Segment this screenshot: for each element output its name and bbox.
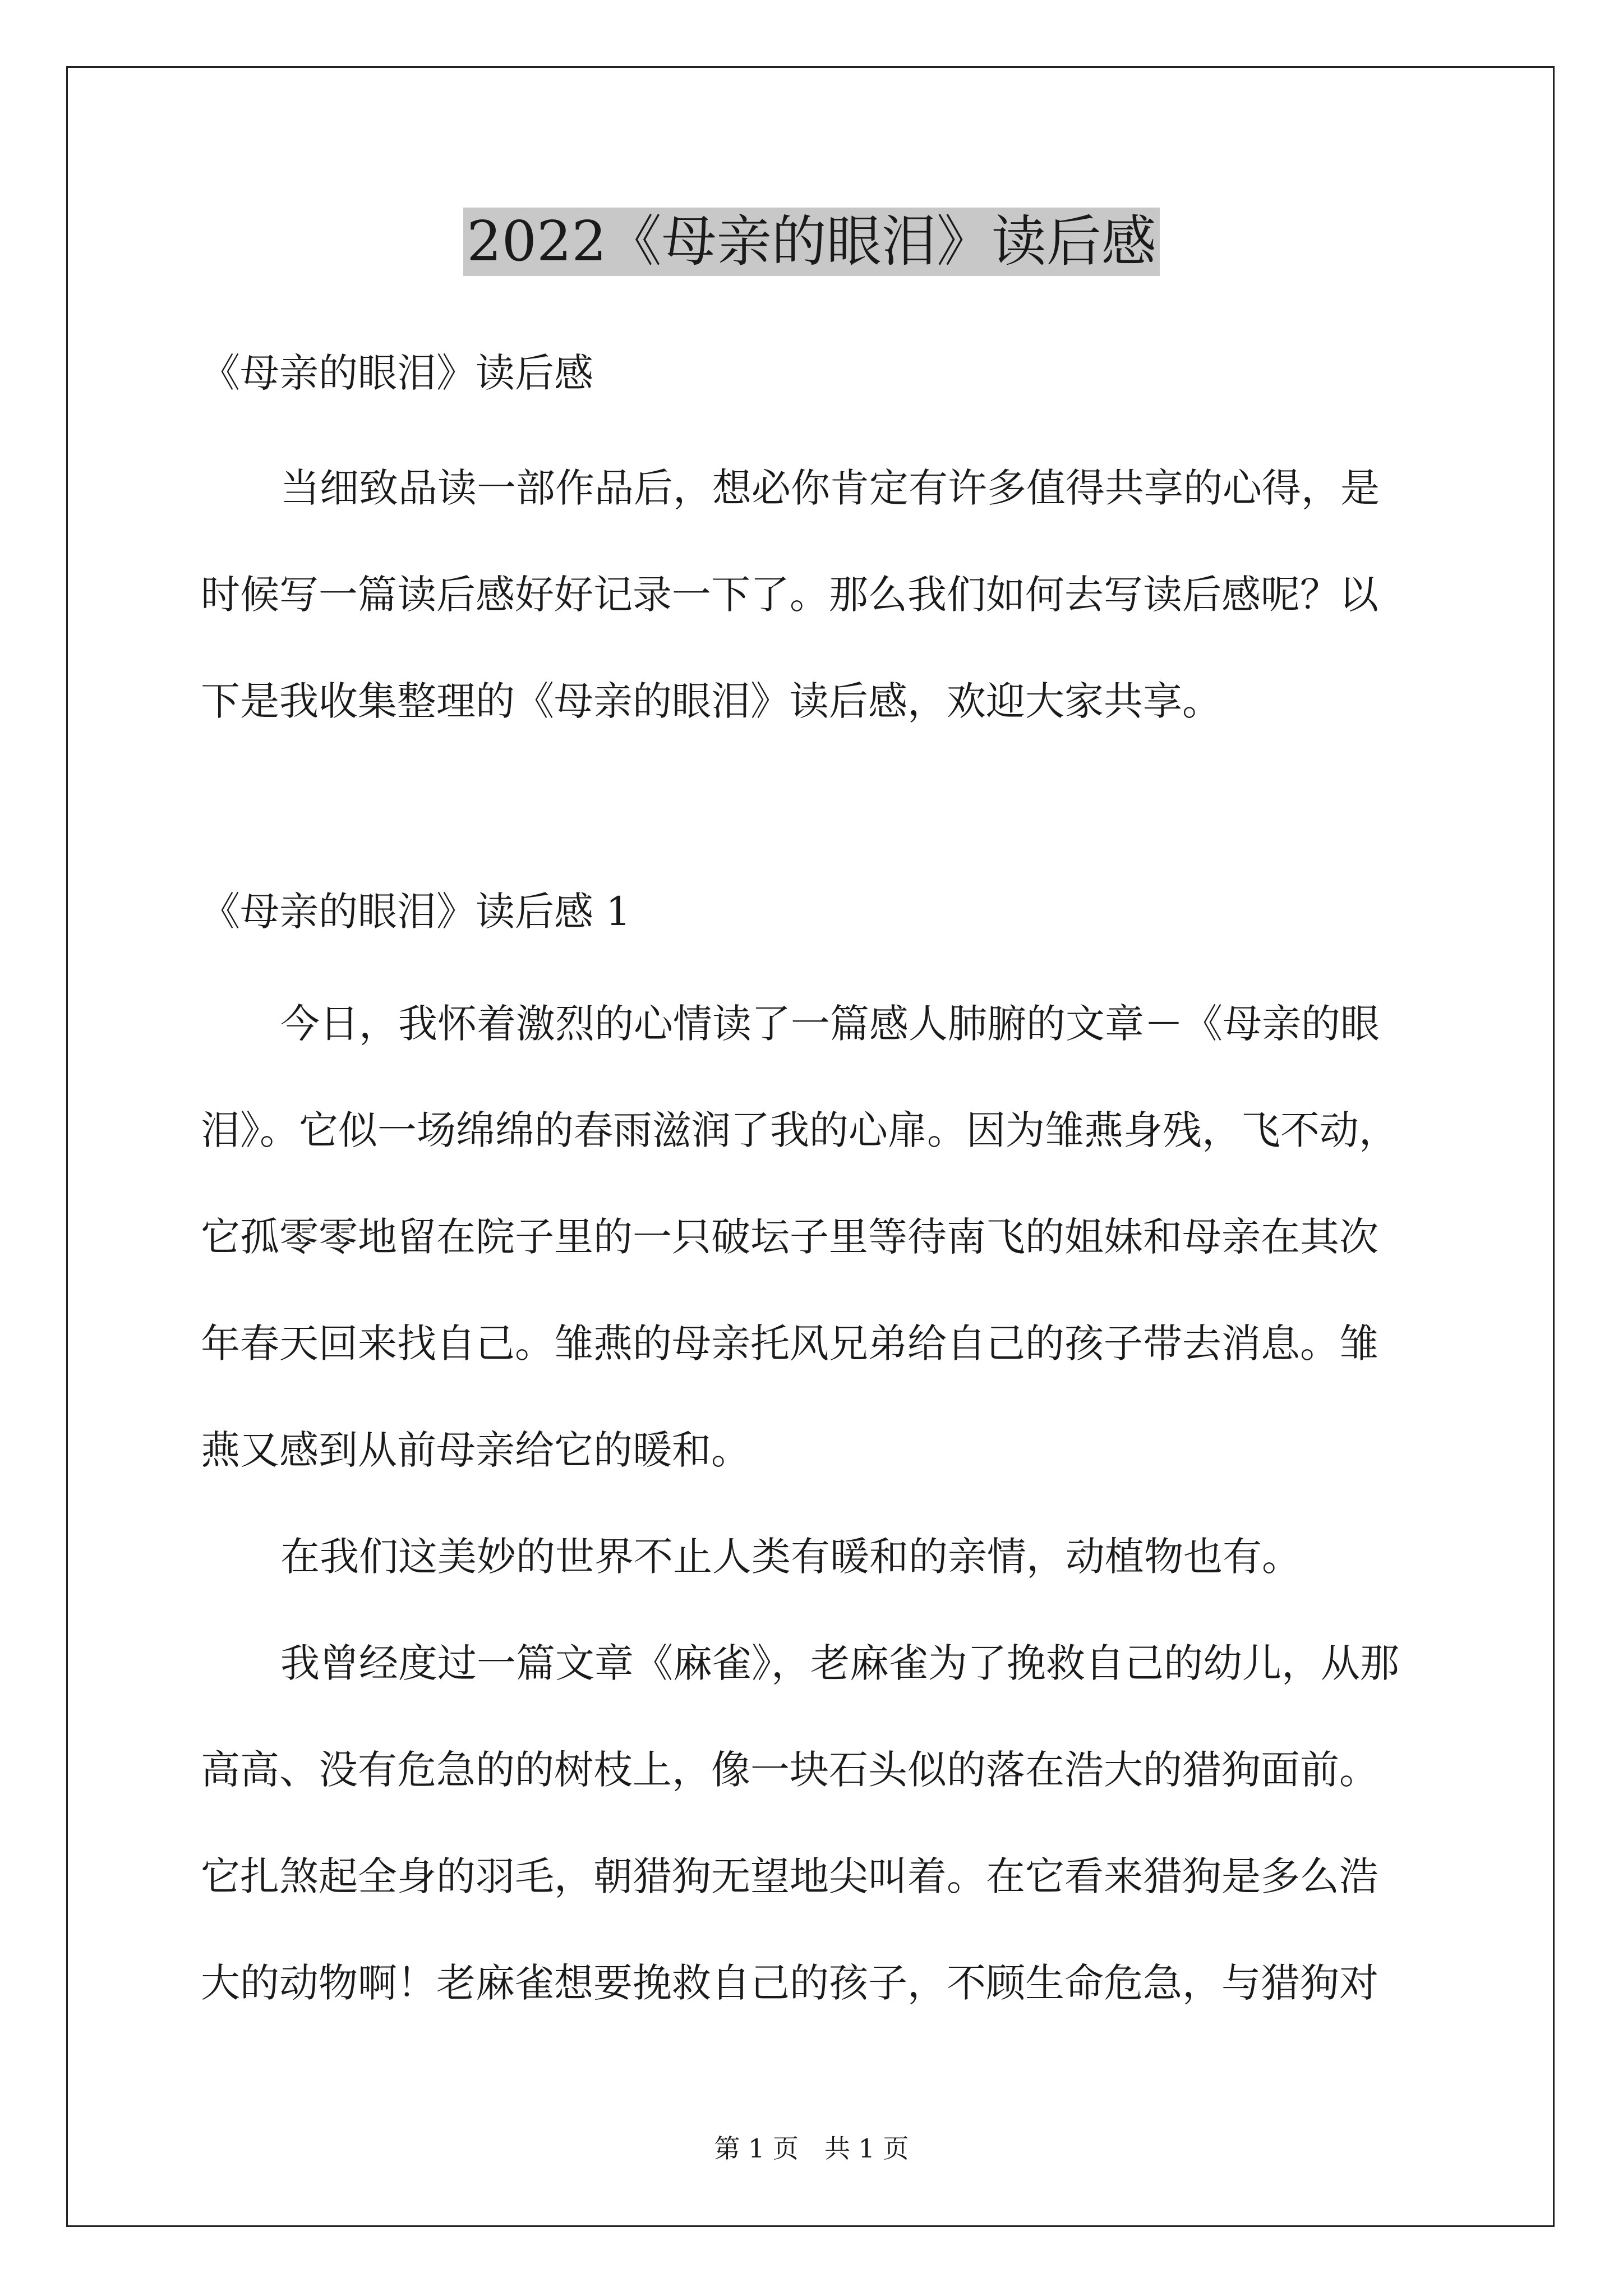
- paragraph3-line-1: 我曾经度过一篇文章《麻雀》，老麻雀为了挽救自己的幼儿，从那: [280, 1640, 1399, 1686]
- paragraph2-line-1: 在我们这美妙的世界不止人类有暖和的亲情，动植物也有。: [280, 1534, 1301, 1580]
- paragraph1-line-3: 它孤零零地留在院子里的一只破坛子里等待南飞的姐妹和母亲在其次: [201, 1214, 1378, 1260]
- intro-line-3: 下是我收集整理的《母亲的眼泪》读后感，欢迎大家共享。: [201, 678, 1221, 724]
- title-highlight: 2022《母亲的眼泪》读后感: [463, 208, 1159, 276]
- section1-heading: 《母亲的眼泪》读后感 1: [201, 889, 631, 935]
- paragraph1-line-4: 年春天回来找自己。雏燕的母亲托风兄弟给自己的孩子带去消息。雏: [201, 1320, 1378, 1366]
- paragraph3-line-2: 高高、没有危急的的树枝上，像一块石头似的落在浩大的猎狗面前。: [201, 1747, 1378, 1793]
- page-number-footer: 第 1 页 共 1 页: [714, 2133, 909, 2164]
- paragraph1-line-5: 燕又感到从前母亲给它的暖和。: [201, 1427, 750, 1473]
- paragraph3-line-3: 它扎煞起全身的羽毛，朝猎狗无望地尖叫着。在它看来猎狗是多么浩: [201, 1853, 1378, 1899]
- intro-heading: 《母亲的眼泪》读后感: [201, 350, 593, 396]
- intro-line-2: 时候写一篇读后感好好记录一下了。那么我们如何去写读后感呢？以: [201, 572, 1378, 618]
- paragraph3-line-4: 大的动物啊！老麻雀想要挽救自己的孩子，不顾生命危急，与猎狗对: [201, 1960, 1378, 2006]
- paragraph1-line-2: 泪》。它似一场绵绵的春雨滋润了我的心扉。因为雏燕身残，飞不动，: [201, 1107, 1398, 1153]
- paragraph1-line-1: 今日，我怀着激烈的心情读了一篇感人肺腑的文章－《母亲的眼: [280, 1001, 1380, 1047]
- intro-line-1: 当细致品读一部作品后，想必你肯定有许多值得共享的心得，是: [280, 465, 1380, 511]
- document-title: [0, 205, 1623, 278]
